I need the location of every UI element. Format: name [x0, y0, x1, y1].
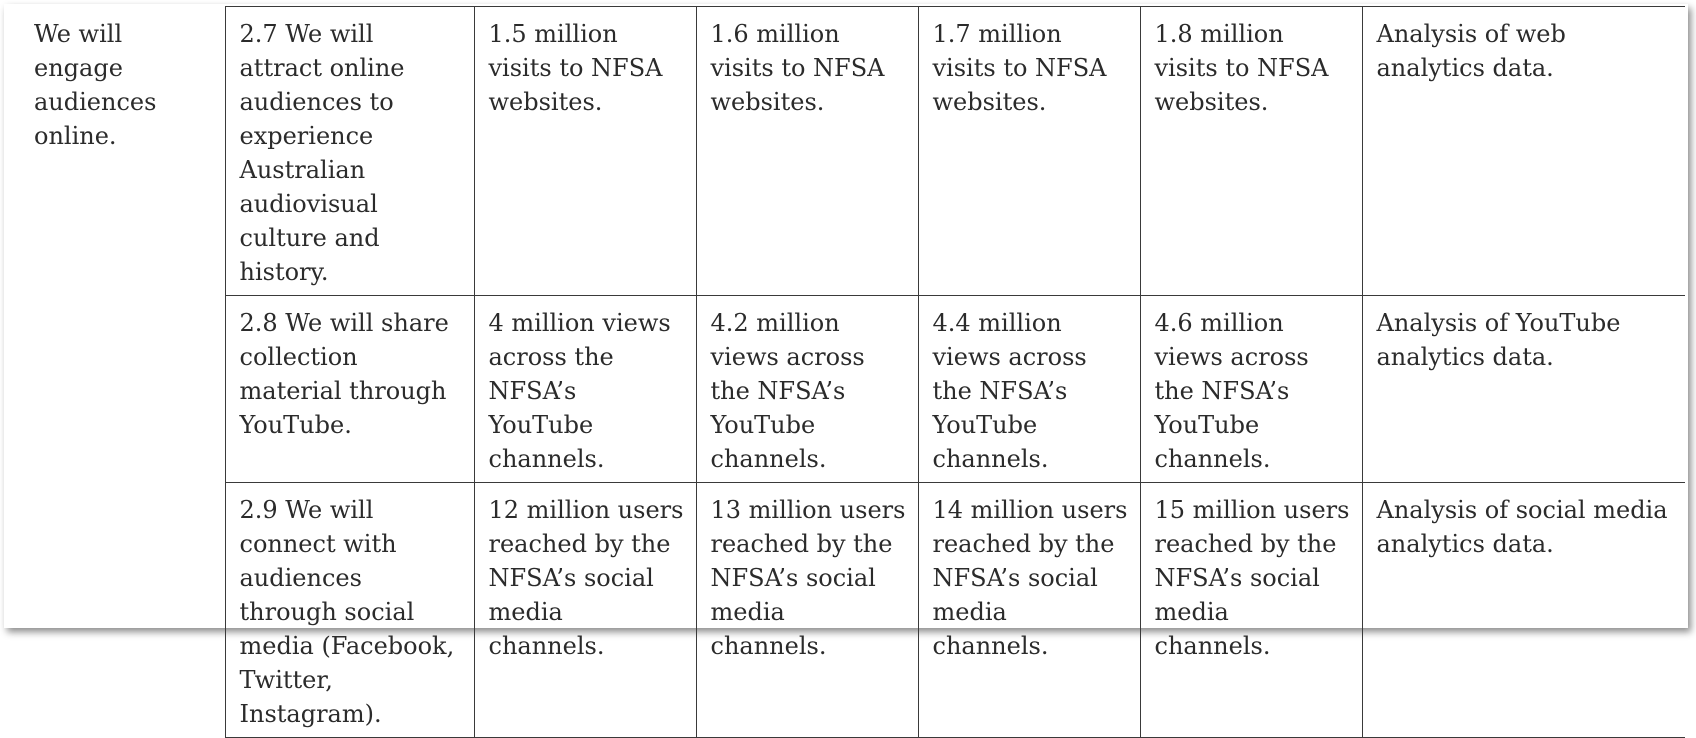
- objective-text: We will engage audiences online.: [34, 19, 157, 150]
- target-cell: [696, 483, 918, 738]
- table-row: [4, 7, 1685, 296]
- target-text: 13 million users reached by the NFSA’s social media channels.: [710, 496, 906, 660]
- target-text: 1.6 million visits to NFSA websites.: [710, 20, 885, 116]
- document-page: [4, 4, 1688, 728]
- target-text: 1.7 million visits to NFSA websites.: [932, 20, 1107, 116]
- method-text: Analysis of web analytics data.: [1376, 20, 1566, 82]
- method-cell: [1362, 7, 1685, 296]
- performance-table: [4, 6, 1685, 738]
- target-text: 1.5 million visits to NFSA websites.: [488, 20, 663, 116]
- measure-text: 2.8 We will share collection material through YouTube.: [239, 309, 449, 439]
- target-text: 4.6 million views across the NFSA’s YouTube channels.: [1154, 309, 1309, 473]
- target-cell: [696, 296, 918, 483]
- target-cell: [918, 7, 1140, 296]
- method-cell: [1362, 483, 1685, 738]
- target-text: 4.4 million views across the NFSA’s YouTube channels.: [932, 309, 1087, 473]
- measure-text: 2.7 We will attract online audiences to experience Australian audiovisual culture and history.: [239, 20, 405, 286]
- target-cell: [474, 7, 696, 296]
- target-text: 15 million users reached by the NFSA’s social media channels.: [1154, 496, 1350, 660]
- target-cell: [918, 483, 1140, 738]
- target-cell: [1140, 7, 1362, 296]
- target-cell: [696, 7, 918, 296]
- target-text: 1.8 million visits to NFSA websites.: [1154, 20, 1329, 116]
- target-cell: [474, 483, 696, 738]
- target-cell: [1140, 296, 1362, 483]
- target-text: 14 million users reached by the NFSA’s social media channels.: [932, 496, 1128, 660]
- target-text: 12 million users reached by the NFSA’s social media channels.: [488, 496, 684, 660]
- measure-cell: [225, 483, 474, 738]
- target-text: 4.2 million views across the NFSA’s YouTube channels.: [710, 309, 865, 473]
- target-cell: [474, 296, 696, 483]
- method-cell: [1362, 296, 1685, 483]
- measure-cell: [225, 7, 474, 296]
- table-row: [4, 296, 1685, 483]
- target-text: 4 million views across the NFSA’s YouTube channels.: [488, 309, 671, 473]
- target-cell: [918, 296, 1140, 483]
- table-row: [4, 483, 1685, 738]
- measure-text: 2.9 We will connect with audiences through social media (Facebook, Twitter, Instagram).: [239, 496, 455, 728]
- objective-cell: [4, 7, 225, 738]
- method-text: Analysis of social media analytics data.: [1376, 496, 1668, 558]
- method-text: Analysis of YouTube analytics data.: [1376, 309, 1621, 371]
- measure-cell: [225, 296, 474, 483]
- target-cell: [1140, 483, 1362, 738]
